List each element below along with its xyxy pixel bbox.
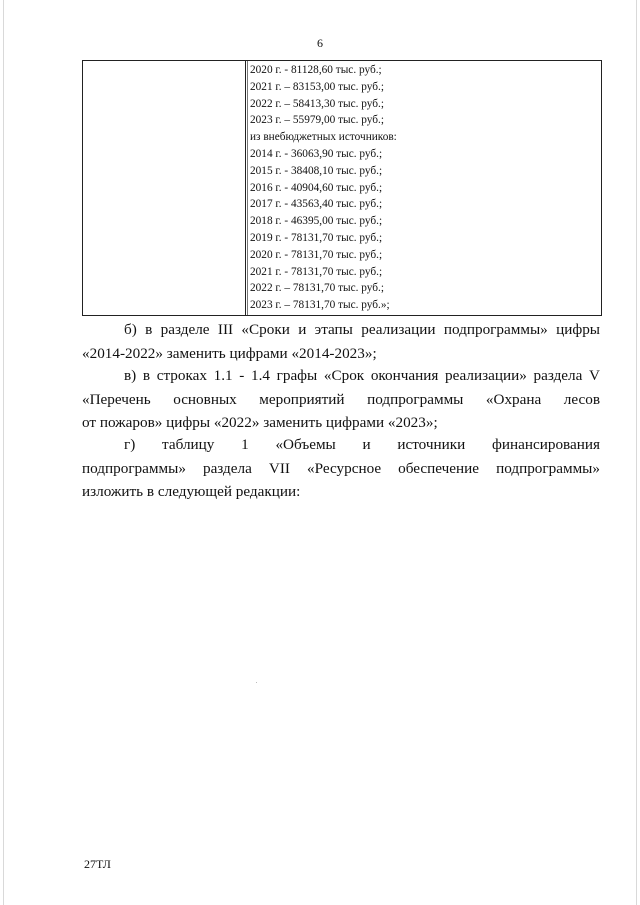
paragraph-line: от пожаров» цифры «2022» заменить цифрами «2023»; <box>82 414 438 431</box>
funding-line: 2020 г. - 78131,70 тыс. руб.; <box>250 248 383 261</box>
page-edge-right <box>636 0 637 905</box>
funding-table-label-cell <box>83 61 246 315</box>
paragraph-line: «Перечень основных мероприятий подпрограммы «Охрана лесов <box>82 390 600 408</box>
cell-divider <box>247 61 248 315</box>
funding-table <box>82 60 602 316</box>
funding-line: 2021 г. - 78131,70 тыс. руб.; <box>250 265 383 278</box>
funding-line: 2023 г. – 78131,70 тыс. руб.»; <box>250 299 390 312</box>
funding-table-value-cell <box>246 61 601 315</box>
funding-line: 2016 г. - 40904,60 тыс. руб.; <box>250 181 383 194</box>
paragraph-line: б) в разделе III «Сроки и этапы реализации подпрограммы» цифры <box>124 321 600 338</box>
funding-line: 2020 г. - 81128,60 тыс. руб.; <box>250 64 382 76</box>
scan-speck <box>256 682 257 683</box>
funding-line: 2023 г. – 55979,00 тыс. руб.; <box>250 114 384 127</box>
paragraph-line: «2014-2022» заменить цифрами «2014-2023»; <box>82 344 377 362</box>
page-edge-left <box>3 0 4 905</box>
funding-line: 2018 г. - 46395,00 тыс. руб.; <box>250 215 383 228</box>
paragraph-line: г) таблицу 1 «Объемы и источники финансирования <box>124 436 600 453</box>
funding-line: 2019 г. - 78131,70 тыс. руб.; <box>250 231 383 244</box>
funding-line: 2022 г. – 58413,30 тыс. руб.; <box>250 97 384 110</box>
paragraph-b <box>82 318 600 365</box>
page-number: 6 <box>317 36 323 50</box>
funding-line: 2022 г. – 78131,70 тыс. руб.; <box>250 282 384 295</box>
paragraph-line: изложить в следующей редакции: <box>82 483 301 500</box>
funding-line: 2014 г. - 36063,90 тыс. руб.; <box>250 147 383 160</box>
paragraph-line: подпрограммы» раздела VII «Ресурсное обеспечение подпрограммы» <box>82 459 600 477</box>
paragraph-v <box>82 364 600 435</box>
document-code: 27ТЛ <box>84 857 111 871</box>
funding-line: 2015 г. - 38408,10 тыс. руб.; <box>250 164 383 177</box>
funding-line: из внебюджетных источников: <box>250 131 397 144</box>
paragraph-line: в) в строках 1.1 - 1.4 графы «Срок окончания реализации» раздела V <box>124 367 600 384</box>
paragraph-g <box>82 433 600 504</box>
funding-line: 2017 г. - 43563,40 тыс. руб.; <box>250 198 383 211</box>
funding-line: 2021 г. – 83153,00 тыс. руб.; <box>250 80 384 93</box>
